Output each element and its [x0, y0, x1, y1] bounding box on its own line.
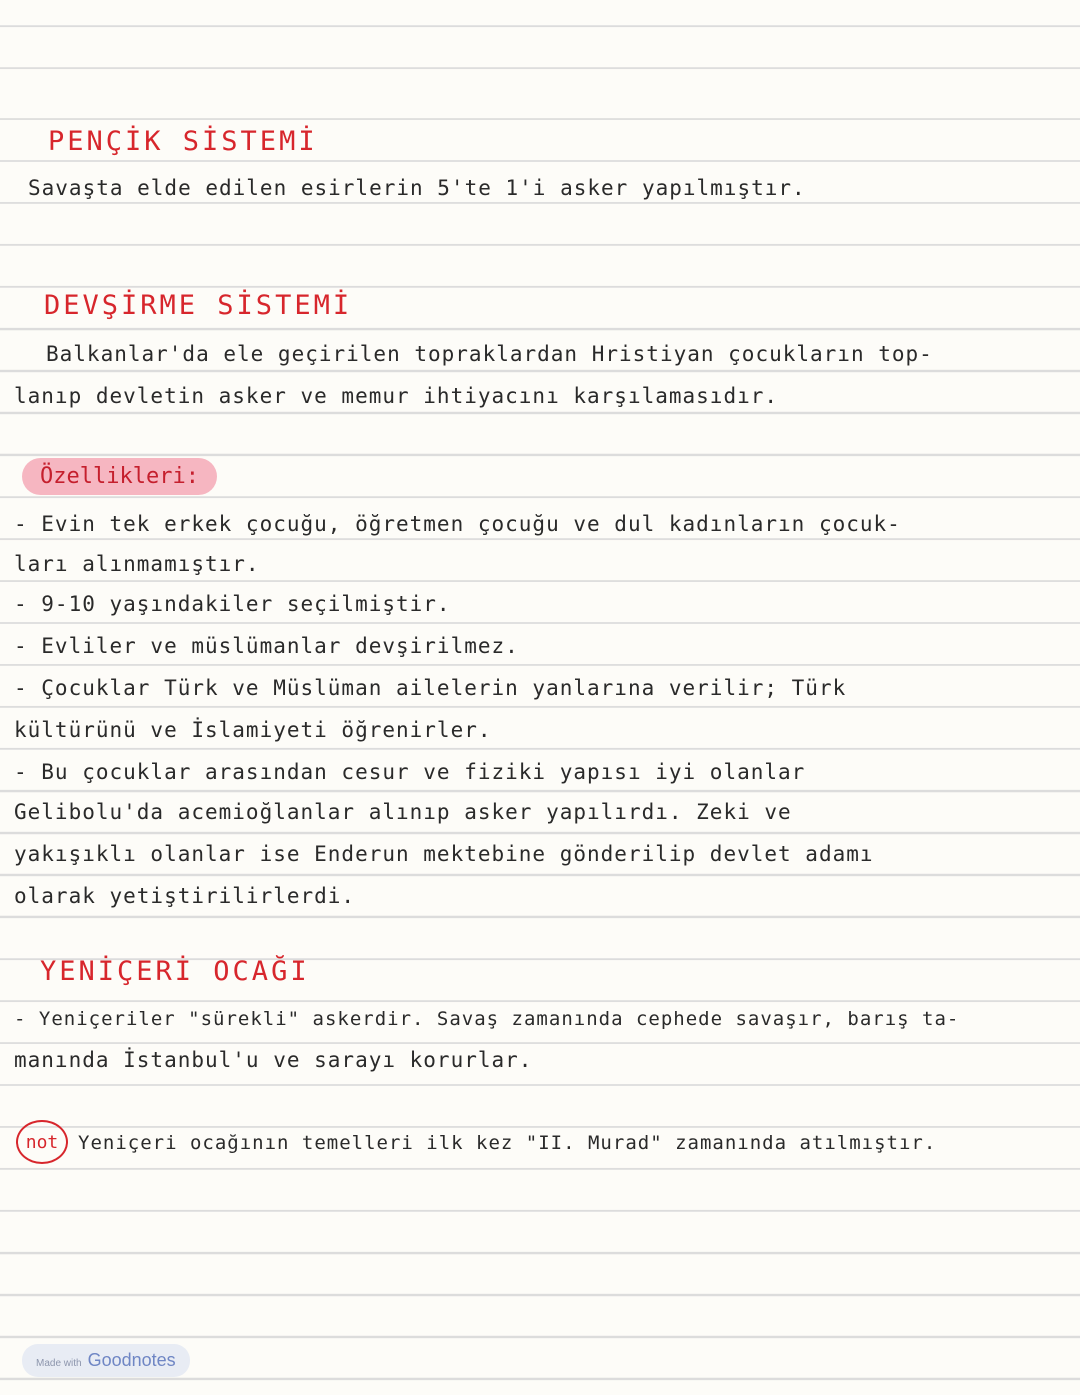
pencik-title: PENÇİK SİSTEMİ	[48, 126, 318, 157]
goodnotes-brand: Goodnotes	[87, 1350, 176, 1370]
feature-4-line-1: - Çocuklar Türk ve Müslüman ailelerin yanlarına verilir; Türk	[14, 676, 847, 700]
feature-4-line-2: kültürünü ve İslamiyeti öğrenirler.	[14, 718, 492, 742]
feature-1-line-1: - Evin tek erkek çocuğu, öğretmen çocuğu ve dul kadınların çocuk-	[14, 512, 901, 536]
feature-1-line-2: ları alınmamıştır.	[14, 552, 260, 576]
note-badge: not	[16, 1120, 68, 1164]
devsirme-title: DEVŞİRME SİSTEMİ	[44, 290, 353, 321]
yeniceri-text-line-1: - Yeniçeriler "sürekli" askerdir. Savaş zamanında cephede savaşır, barış ta-	[14, 1008, 960, 1030]
pencik-text: Savaşta elde edilen esirlerin 5'te 1'i asker yapılmıştır.	[28, 176, 806, 200]
yeniceri-text-line-2: manında İstanbul'u ve sarayı korurlar.	[14, 1048, 533, 1072]
goodnotes-badge[interactable]	[22, 1344, 190, 1377]
made-with-label: Made with	[36, 1358, 82, 1369]
feature-5-line-4: olarak yetiştirilirlerdi.	[14, 884, 356, 908]
feature-2: - 9-10 yaşındakiler seçilmiştir.	[14, 592, 451, 616]
devsirme-text-line-2: lanıp devletin asker ve memur ihtiyacını karşılamasıdır.	[14, 384, 779, 408]
devsirme-text-line-1: Balkanlar'da ele geçirilen topraklardan Hristiyan çocukların top-	[46, 342, 933, 366]
feature-5-line-2: Gelibolu'da acemioğlanlar alınıp asker yapılırdı. Zeki ve	[14, 800, 792, 824]
yeniceri-title: YENİÇERİ OCAĞI	[40, 956, 310, 987]
feature-5-line-1: - Bu çocuklar arasından cesur ve fiziki yapısı iyi olanlar	[14, 760, 806, 784]
feature-5-line-3: yakışıklı olanlar ise Enderun mektebine gönderilip devlet adamı	[14, 842, 874, 866]
note-text: Yeniçeri ocağının temelleri ilk kez "II. Murad" zamanında atılmıştır.	[78, 1132, 937, 1154]
feature-3: - Evliler ve müslümanlar devşirilmez.	[14, 634, 519, 658]
features-label: Özellikleri:	[22, 458, 217, 495]
